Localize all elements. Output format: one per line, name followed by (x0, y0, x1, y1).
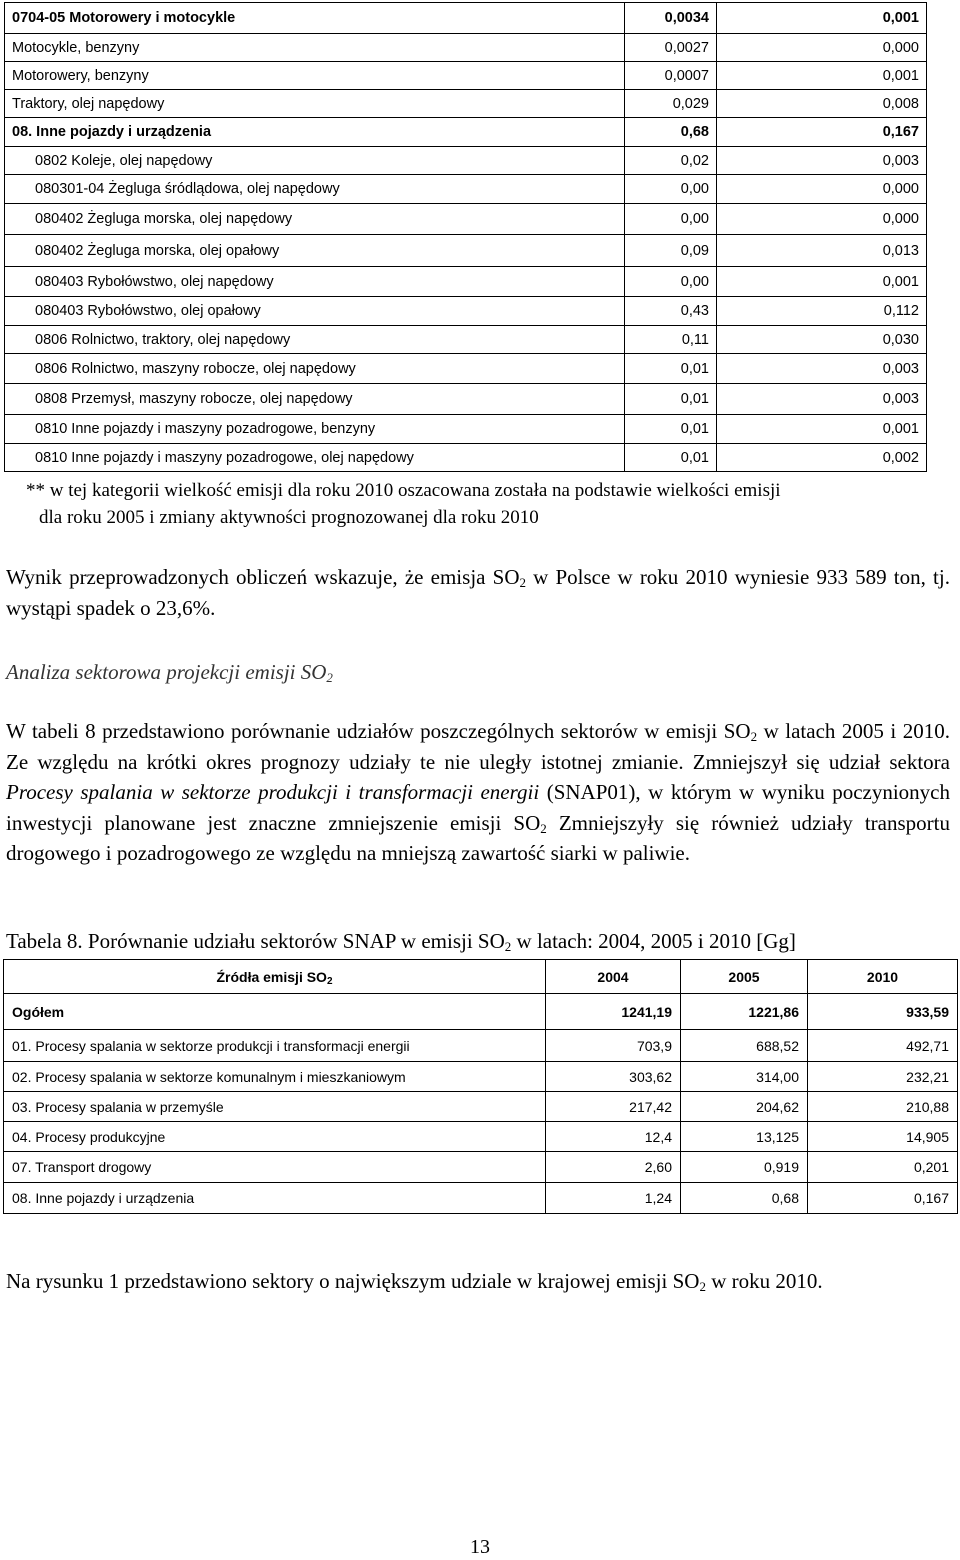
section-heading (6, 657, 950, 688)
row-label: 0808 Przemysł, maszyny robocze, olej napędowy (5, 384, 625, 415)
value-2005: 0,01 (625, 415, 717, 444)
row-label: Motorowery, benzyny (5, 62, 625, 90)
subscript: 2 (326, 670, 333, 685)
text-span: (SNAP01), w którym w wyniku poczynionych inwestycji planowane jest znaczne zmniejszenie emisji SO (6, 780, 950, 835)
value-2005: 0,00 (625, 204, 717, 235)
row-label: Traktory, olej napędowy (5, 90, 625, 118)
value-2004: 12,4 (546, 1122, 681, 1152)
value-2005: 0,68 (681, 1183, 808, 1214)
value-2005: 0,00 (625, 267, 717, 297)
value-2010: 0,002 (717, 444, 927, 472)
table-row (5, 235, 927, 267)
value-2005: 204,62 (681, 1092, 808, 1122)
value-2010: 0,030 (717, 326, 927, 354)
figure-reference-paragraph (6, 1266, 950, 1297)
value-2004: 1241,19 (546, 994, 681, 1030)
table-row (4, 1092, 958, 1122)
table-row (5, 118, 927, 147)
text-span: w latach 2005 i 2010. Ze względu na krótki okres prognozy udziały te nie uległy istotnej zmianie. Zmniejszył się udział sektora (6, 719, 950, 774)
text-span: w latach: 2004, 2005 i 2010 [Gg] (511, 929, 796, 953)
row-label: 0810 Inne pojazdy i maszyny pozadrogowe, benzyny (5, 415, 625, 444)
value-2004: 703,9 (546, 1030, 681, 1062)
value-2005: 0,43 (625, 297, 717, 326)
row-label: Motocykle, benzyny (5, 34, 625, 62)
text-span: Tabela 8. Porównanie udziału sektorów SNAP w emisji SO (6, 929, 505, 953)
header-source-text: Źródła emisji SO (216, 968, 327, 985)
value-2005: 0,029 (625, 90, 717, 118)
sector-label: 01. Procesy spalania w sektorze produkcji i transformacji energii (4, 1030, 546, 1062)
value-2005: 0,68 (625, 118, 717, 147)
header-2004: 2004 (546, 960, 681, 994)
table-row (5, 147, 927, 175)
table-header-row (4, 960, 958, 994)
sector-analysis-paragraph (6, 716, 950, 869)
value-2004: 2,60 (546, 1152, 681, 1183)
row-label: 080403 Rybołówstwo, olej napędowy (5, 267, 625, 297)
value-2004: 217,42 (546, 1092, 681, 1122)
value-2010: 0,003 (717, 147, 927, 175)
value-2005: 0,01 (625, 354, 717, 384)
page-number: 13 (470, 1536, 490, 1558)
value-2005: 0,0007 (625, 62, 717, 90)
subscript: 2 (699, 1279, 706, 1294)
row-label: 0704-05 Motorowery i motocykle (5, 3, 625, 34)
value-2010: 0,000 (717, 204, 927, 235)
value-2005: 13,125 (681, 1122, 808, 1152)
text-span: Zmniejszyły się również udziały transportu drogowego i pozadrogowego ze względu na mniejszą zawartość siarki w paliwie. (6, 810, 950, 865)
sector-label: 02. Procesy spalania w sektorze komunalnym i mieszkaniowym (4, 1062, 546, 1092)
sector-label: 08. Inne pojazdy i urządzenia (4, 1183, 546, 1214)
value-2010: 0,201 (808, 1152, 958, 1183)
subscript: 2 (750, 729, 758, 744)
sector-label: Ogółem (4, 994, 546, 1030)
value-2005: 0,01 (625, 444, 717, 472)
table-row (5, 204, 927, 235)
value-2005: 0,11 (625, 326, 717, 354)
subscript: 2 (504, 939, 512, 954)
header-2005: 2005 (681, 960, 808, 994)
table-footnote (26, 477, 781, 531)
value-2010: 0,167 (808, 1183, 958, 1214)
row-label: 0802 Koleje, olej napędowy (5, 147, 625, 175)
row-label: 0806 Rolnictwo, traktory, olej napędowy (5, 326, 625, 354)
value-2004: 303,62 (546, 1062, 681, 1092)
text-span: W tabeli 8 przedstawiono porównanie udziałów poszczególnych sektorów w emisji SO (6, 719, 751, 743)
value-2005: 0,00 (625, 175, 717, 204)
table-row (5, 34, 927, 62)
value-2005: 0,02 (625, 147, 717, 175)
table-row (5, 3, 927, 34)
text-span: Na rysunku 1 przedstawiono sektory o największym udziale w krajowej emisji SO (6, 1269, 700, 1293)
footnote-line-2: dla roku 2005 i zmiany aktywności prognozowanej dla roku 2010 (39, 507, 539, 528)
value-2010: 0,112 (717, 297, 927, 326)
table-caption (6, 926, 950, 957)
value-2005: 688,52 (681, 1030, 808, 1062)
value-2010: 0,000 (717, 34, 927, 62)
row-label: 080403 Rybołówstwo, olej opałowy (5, 297, 625, 326)
subscript: 2 (540, 820, 547, 836)
value-2005: 0,01 (625, 384, 717, 415)
table-row (5, 354, 927, 384)
value-2010: 933,59 (808, 994, 958, 1030)
value-2004: 1,24 (546, 1183, 681, 1214)
emissions-continuation-table (4, 2, 927, 472)
value-2010: 232,21 (808, 1062, 958, 1092)
header-2010: 2010 (808, 960, 958, 994)
table-row (5, 444, 927, 472)
row-label: 080402 Żegluga morska, olej opałowy (5, 235, 625, 267)
table-row (5, 90, 927, 118)
value-2005: 0,919 (681, 1152, 808, 1183)
table-row (4, 1030, 958, 1062)
value-2005: 0,0034 (625, 3, 717, 34)
table-row (5, 267, 927, 297)
value-2005: 0,0027 (625, 34, 717, 62)
row-label: 0810 Inne pojazdy i maszyny pozadrogowe, olej napędowy (5, 444, 625, 472)
value-2010: 0,008 (717, 90, 927, 118)
table-row (4, 1122, 958, 1152)
value-2005: 314,00 (681, 1062, 808, 1092)
sector-label: 07. Transport drogowy (4, 1152, 546, 1183)
value-2010: 0,003 (717, 354, 927, 384)
value-2005: 0,09 (625, 235, 717, 267)
row-label: 080301-04 Żegluga śródlądowa, olej napędowy (5, 175, 625, 204)
italic-sector-name: Procesy spalania w sektorze produkcji i transformacji energii (6, 780, 540, 804)
table-row (5, 62, 927, 90)
value-2010: 0,001 (717, 415, 927, 444)
text-span: w roku 2010. (705, 1269, 823, 1293)
text-span: w Polsce w roku 2010 wyniesie 933 589 ton, tj. wystąpi spadek o 23,6%. (6, 565, 950, 620)
value-2010: 0,000 (717, 175, 927, 204)
subscript: 2 (326, 975, 333, 987)
table-row (4, 1152, 958, 1183)
sector-label: 03. Procesy spalania w przemyśle (4, 1092, 546, 1122)
value-2010: 0,013 (717, 235, 927, 267)
table-row (5, 297, 927, 326)
table-row (5, 415, 927, 444)
table-row (4, 1183, 958, 1214)
table-row (5, 384, 927, 415)
subscript: 2 (519, 575, 526, 590)
value-2010: 210,88 (808, 1092, 958, 1122)
table-row (4, 994, 958, 1030)
value-2010: 0,001 (717, 3, 927, 34)
value-2010: 0,001 (717, 62, 927, 90)
text-span: Wynik przeprowadzonych obliczeń wskazuje, że emisja SO (6, 565, 520, 589)
row-label: 0806 Rolnictwo, maszyny robocze, olej napędowy (5, 354, 625, 384)
value-2010: 0,001 (717, 267, 927, 297)
result-paragraph (6, 562, 950, 623)
table-row (4, 1062, 958, 1092)
row-label: 080402 Żegluga morska, olej napędowy (5, 204, 625, 235)
value-2005: 1221,86 (681, 994, 808, 1030)
value-2010: 0,003 (717, 384, 927, 415)
value-2010: 492,71 (808, 1030, 958, 1062)
value-2010: 14,905 (808, 1122, 958, 1152)
table-row (5, 175, 927, 204)
value-2010: 0,167 (717, 118, 927, 147)
header-source (4, 960, 546, 994)
row-label: 08. Inne pojazdy i urządzenia (5, 118, 625, 147)
sector-share-table (3, 959, 958, 1214)
sector-label: 04. Procesy produkcyjne (4, 1122, 546, 1152)
table-row (5, 326, 927, 354)
heading-text: Analiza sektorowa projekcji emisji SO (6, 660, 327, 684)
footnote-line-1: ** w tej kategorii wielkość emisji dla roku 2010 oszacowana została na podstawie wielkości emisji (26, 480, 781, 501)
